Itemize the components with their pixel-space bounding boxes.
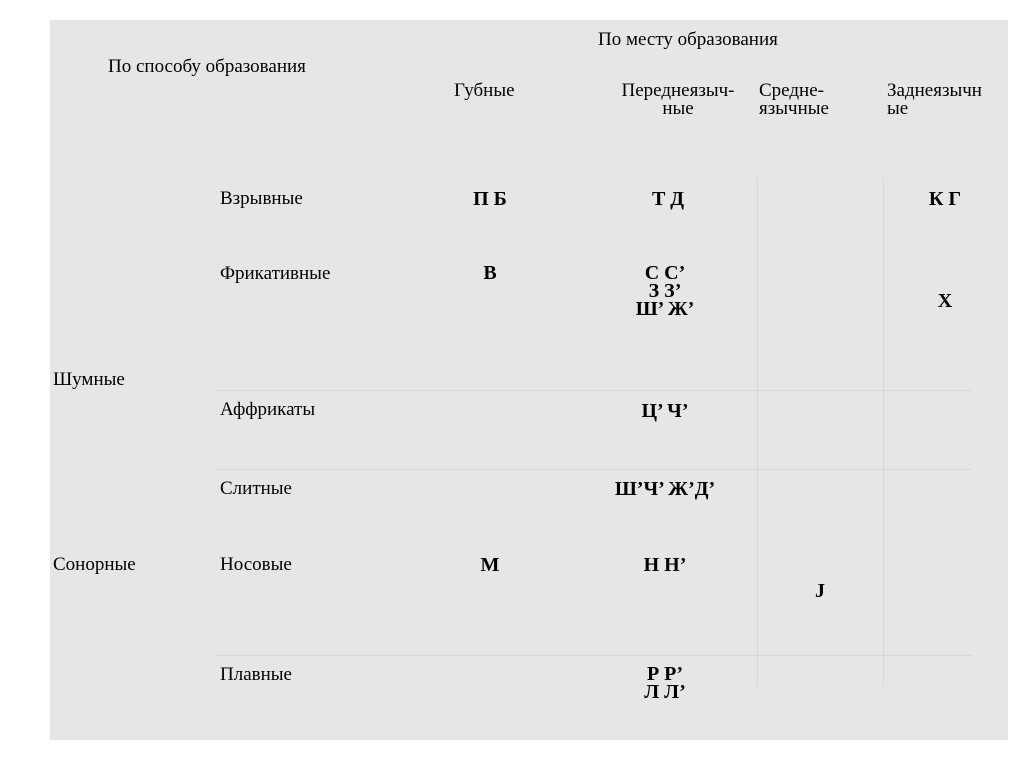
row-fricative: Фрикативные (220, 263, 331, 284)
cell-plosive-labial: П Б (473, 188, 507, 210)
row-liquid: Плавные (220, 664, 292, 685)
cell-fricative-labial: В (483, 262, 497, 284)
cell-plosive-back: К Г (928, 188, 962, 210)
row-nasal: Носовые (220, 554, 292, 575)
cell-fricative-back: Х (937, 290, 953, 312)
row-fused: Слитные (220, 478, 292, 499)
header-back-lingual: Заднеязычн ые (887, 80, 982, 119)
group-noisy: Шумные (53, 369, 125, 390)
header-by-manner: По способу образования (108, 56, 306, 77)
row-divider-liquid (217, 655, 972, 656)
row-affricate: Аффрикаты (220, 399, 316, 420)
cell-affricate-front: Ц’ Ч’ (641, 400, 689, 422)
group-sonorant: Сонорные (53, 554, 136, 575)
row-divider-fused (217, 469, 972, 470)
row-plosive: Взрывные (220, 188, 303, 209)
header-middle-lingual: Средне- язычные (759, 80, 829, 119)
header-labial: Губные (454, 80, 515, 101)
cell-sonorant-middle: J (815, 580, 825, 602)
cell-nasal-front: Н Н’ (643, 554, 687, 576)
column-divider-middle-left (757, 178, 758, 686)
phoneme-table (50, 20, 1008, 740)
row-divider-affricate (217, 390, 972, 391)
cell-fricative-front: С С’ З З’ Ш’ Ж’ (635, 262, 695, 320)
cell-plosive-front: Т Д (651, 188, 685, 210)
header-by-place: По месту образования (598, 29, 778, 50)
column-divider-back-left (883, 178, 884, 686)
cell-nasal-labial: М (480, 554, 500, 576)
header-front-lingual: Переднеязыч- ные (621, 80, 735, 119)
cell-liquid-front: Р Р’ Л Л’ (644, 663, 686, 703)
cell-fused-front: Ш’Ч’ Ж’Д’ (614, 478, 716, 500)
